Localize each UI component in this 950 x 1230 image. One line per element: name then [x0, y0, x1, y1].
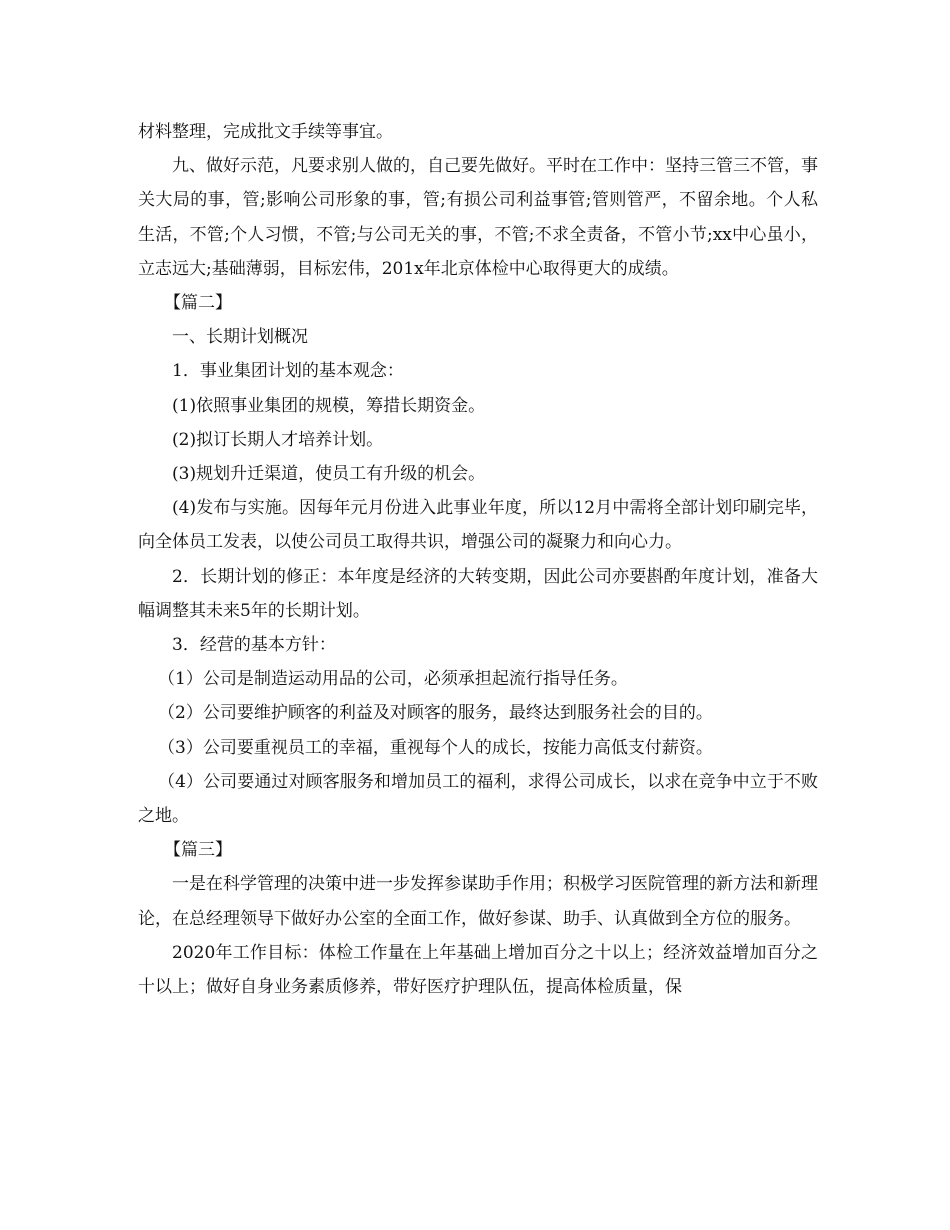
list-item-policy-2: （2）公司要维护顾客的利益及对顾客的服务，最终达到服务社会的目的。: [158, 703, 713, 724]
subheading-long-term-plan: 一、长期计划概况: [172, 327, 308, 348]
list-item-funding: (1)依照事业集团的规模，筹措长期资金。: [172, 395, 486, 416]
list-item-policy-3: （3）公司要重视员工的幸福，重视每个人的成长，按能力高低支付薪资。: [158, 737, 713, 758]
subheading-business-policy: 3．经营的基本方针：: [172, 635, 336, 656]
paragraph-management: 一是在科学管理的决策中进一步发挥参谋助手作用；积极学习医院管理的新方法和新理论，在总经理领导下做好办公室的全面工作，做好参谋、助手、认真做到全方位的服务。: [138, 874, 818, 929]
paragraph-plan-revision: 2．长期计划的修正：本年度是经济的大转变期，因此公司亦要斟酌年度计划，准备大幅调整其未来5年的长期计划。: [138, 566, 818, 621]
paragraph-continuation: 材料整理，完成批文手续等事宜。: [138, 122, 393, 142]
list-item-policy-4: （4）公司要通过对顾客服务和增加员工的福利，求得公司成长，以求在竞争中立于不败之地。: [138, 771, 818, 827]
paragraph-item-nine: 九、做好示范，凡要求别人做的，自己要先做好。平时在工作中：坚持三管三不管，事关大局的事，管;影响公司形象的事，管;有损公司利益事管;管则管严，不留余地。个人私生活，不管;个人习惯，不管;与公司无关的事，不管;不求全责备，不管小节;xx中心虽小，立志远大;基础薄弱，目标宏伟，201x年北京体检中心取得更大的成绩。: [138, 156, 818, 279]
list-item-promotion: (3)规划升迁渠道，使员工有升级的机会。: [172, 464, 486, 485]
paragraph-work-goals: 2020年工作目标：体检工作量在上年基础上增加百分之十以上；经济效益增加百分之十以上；做好自身业务素质修养，带好医疗护理队伍，提高体检质量，保: [138, 942, 818, 998]
list-item-talent: (2)拟订长期人才培养计划。: [172, 429, 384, 450]
section-heading-part-two: 【篇二】: [164, 293, 232, 314]
list-item-policy-1: （1）公司是制造运动用品的公司，必须承担起流行指导任务。: [158, 669, 628, 690]
subheading-basic-concept: 1．事业集团计划的基本观念：: [172, 361, 404, 382]
section-heading-part-three: 【篇三】: [164, 840, 232, 861]
list-item-publish: (4)发布与实施。因每年元月份进入此事业年度，所以12月中需将全部计划印刷完毕，向全体员工发表，以使公司员工取得共识，增强公司的凝聚力和向心力。: [138, 498, 818, 553]
document-page: [138, 115, 818, 1004]
